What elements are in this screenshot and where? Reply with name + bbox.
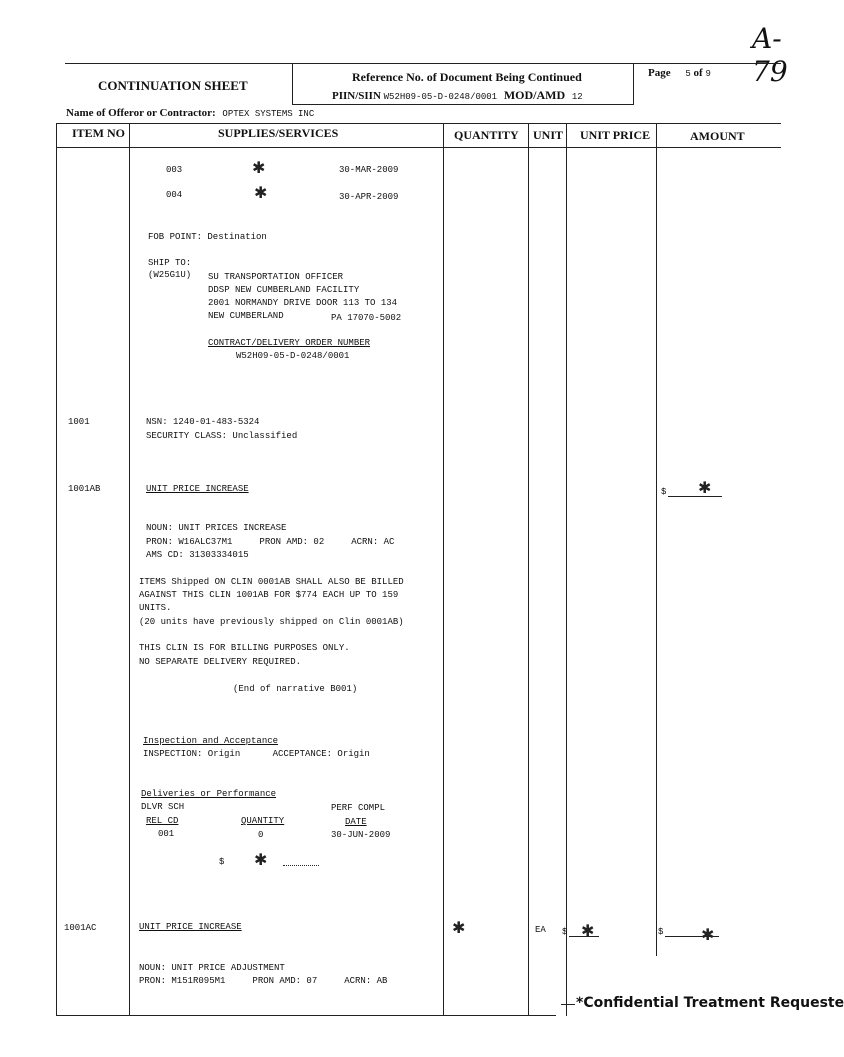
item-1001ab-ams: AMS CD: 31303334015 <box>146 550 249 560</box>
redacted-asterisk-icon: ✱ <box>254 850 268 869</box>
piin-value: W52H09-05-D-0248/0001 <box>383 92 498 102</box>
inspection-line: INSPECTION: Origin ACCEPTANCE: Origin <box>143 749 370 759</box>
redacted-asterisk-icon: ✱ <box>254 183 268 202</box>
col-header-supplies: SUPPLIES/SERVICES <box>218 126 339 140</box>
item-1001-nsn: NSN: 1240-01-483-5324 <box>146 417 260 427</box>
quantity-value: 0 <box>258 830 264 840</box>
redacted-asterisk-icon: ✱ <box>452 918 466 937</box>
schedule-date-1: 30-MAR-2009 <box>339 165 399 175</box>
item-1001ac-noun: NOUN: UNIT PRICE ADJUSTMENT <box>139 963 285 973</box>
ship-to-state-zip: PA 17070-5002 <box>331 313 402 323</box>
item-1001ab-title: UNIT PRICE INCREASE <box>146 484 249 494</box>
item-1001ac-pron: PRON: M151R095M1 PRON AMD: 07 ACRN: AB <box>139 976 388 986</box>
offeror-line <box>66 107 314 119</box>
page-total: 9 <box>705 69 711 79</box>
col-divider-unit-price <box>656 123 657 956</box>
item-1001ab-amount-prefix: $ <box>661 487 667 497</box>
column-header-top-rule <box>56 123 781 124</box>
ship-to-label: SHIP TO: <box>148 258 192 268</box>
price-dotted-line <box>283 865 319 866</box>
redacted-asterisk-icon: ✱ <box>698 478 712 497</box>
col-divider-supplies <box>443 123 444 1016</box>
piin-line <box>332 88 583 103</box>
billing-line-4: (20 units have previously shipped on Clin 0001AB) <box>139 617 404 627</box>
col-divider-item <box>129 123 130 1016</box>
price-prefix: $ <box>219 857 225 867</box>
dlvr-sch-header: DLVR SCH <box>141 802 185 812</box>
ship-to-line-2: DDSP NEW CUMBERLAND FACILITY <box>208 285 360 295</box>
confidential-note: *Confidential Treatment Requeste <box>576 995 844 1011</box>
item-no-1001ac: 1001AC <box>64 923 97 933</box>
amount-blank-line <box>668 496 722 497</box>
billing-line-3: UNITS. <box>139 603 172 613</box>
purpose-line-2: NO SEPARATE DELIVERY REQUIRED. <box>139 657 302 667</box>
offeror-value: OPTEX SYSTEMS INC <box>222 109 315 119</box>
fob-point: FOB POINT: Destination <box>148 232 267 242</box>
header-divider-1 <box>292 63 293 105</box>
inspection-title: Inspection and Acceptance <box>143 736 279 746</box>
page-number: 5 <box>685 69 691 79</box>
col-header-amount: AMOUNT <box>690 129 745 143</box>
purpose-line-1: THIS CLIN IS FOR BILLING PURPOSES ONLY. <box>139 643 350 653</box>
offeror-label: Name of Offeror or Contractor: <box>66 107 216 119</box>
billing-line-1: ITEMS Shipped ON CLIN 0001AB SHALL ALSO BE BILLED <box>139 577 404 587</box>
ship-to-line-3: 2001 NORMANDY DRIVE DOOR 113 TO 134 <box>208 298 398 308</box>
ship-to-code: (W25G1U) <box>148 270 192 280</box>
col-divider-quantity <box>528 123 529 1016</box>
page-indicator <box>648 67 711 79</box>
item-1001ac-amount-prefix: $ <box>658 927 664 937</box>
table-bottom-rule <box>56 1015 556 1016</box>
item-1001ab-noun: NOUN: UNIT PRICES INCREASE <box>146 523 287 533</box>
col-header-item-no: ITEM NO <box>72 126 126 140</box>
col-divider-unit <box>566 123 567 1016</box>
schedule-num-1: 003 <box>166 165 183 175</box>
perf-compl-header: PERF COMPL <box>331 803 386 813</box>
rel-cd-header: REL CD <box>146 816 179 826</box>
handwritten-page-mark: A-79 <box>752 22 788 88</box>
deliveries-title: Deliveries or Performance <box>141 789 277 799</box>
page-of-label: of <box>693 67 703 79</box>
end-of-narrative: (End of narrative B001) <box>233 684 358 694</box>
table-left-border <box>56 123 57 1016</box>
header-mid-rule <box>292 104 633 105</box>
page-label: Page <box>648 67 671 79</box>
billing-line-2: AGAINST THIS CLIN 1001AB FOR $774 EACH UP TO 159 <box>139 590 399 600</box>
redacted-asterisk-icon: ✱ <box>581 921 595 940</box>
item-1001ab-pron: PRON: W16ALC37M1 PRON AMD: 02 ACRN: AC <box>146 537 395 547</box>
column-header-bottom-rule <box>56 147 781 148</box>
schedule-date-2: 30-APR-2009 <box>339 192 399 202</box>
date-subheader: DATE <box>345 817 367 827</box>
contract-order-value: W52H09-05-D-0248/0001 <box>236 351 350 361</box>
ship-to-city: NEW CUMBERLAND <box>208 311 284 321</box>
mod-label: MOD/AMD <box>503 88 566 102</box>
redacted-asterisk-icon: ✱ <box>252 158 266 177</box>
col-header-unit-price: UNIT PRICE <box>580 128 651 142</box>
reference-label: Reference No. of Document Being Continued <box>352 70 582 84</box>
redacted-asterisk-icon: ✱ <box>701 925 715 944</box>
contract-order-label: CONTRACT/DELIVERY ORDER NUMBER <box>208 338 371 348</box>
header-divider-2 <box>633 63 634 105</box>
date-value: 30-JUN-2009 <box>331 830 391 840</box>
ship-to-line-1: SU TRANSPORTATION OFFICER <box>208 272 344 282</box>
item-no-1001: 1001 <box>68 417 90 427</box>
item-1001ac-unit-price-prefix: $ <box>562 927 568 937</box>
piin-label: PIIN/SIIN <box>332 90 381 102</box>
item-1001ac-title: UNIT PRICE INCREASE <box>139 922 242 932</box>
sheet-title: CONTINUATION SHEET <box>98 78 248 93</box>
col-header-unit: UNIT <box>533 128 564 142</box>
schedule-num-2: 004 <box>166 190 183 200</box>
item-no-1001ab: 1001AB <box>68 484 101 494</box>
mod-value: 12 <box>571 92 583 102</box>
quantity-subheader: QUANTITY <box>241 816 285 826</box>
item-1001ac-unit: EA <box>535 925 546 935</box>
col-header-quantity: QUANTITY <box>454 128 519 142</box>
header-top-rule <box>65 63 781 64</box>
item-1001-security: SECURITY CLASS: Unclassified <box>146 431 298 441</box>
footer-lead-line <box>561 1004 575 1005</box>
rel-cd-value: 001 <box>158 829 175 839</box>
